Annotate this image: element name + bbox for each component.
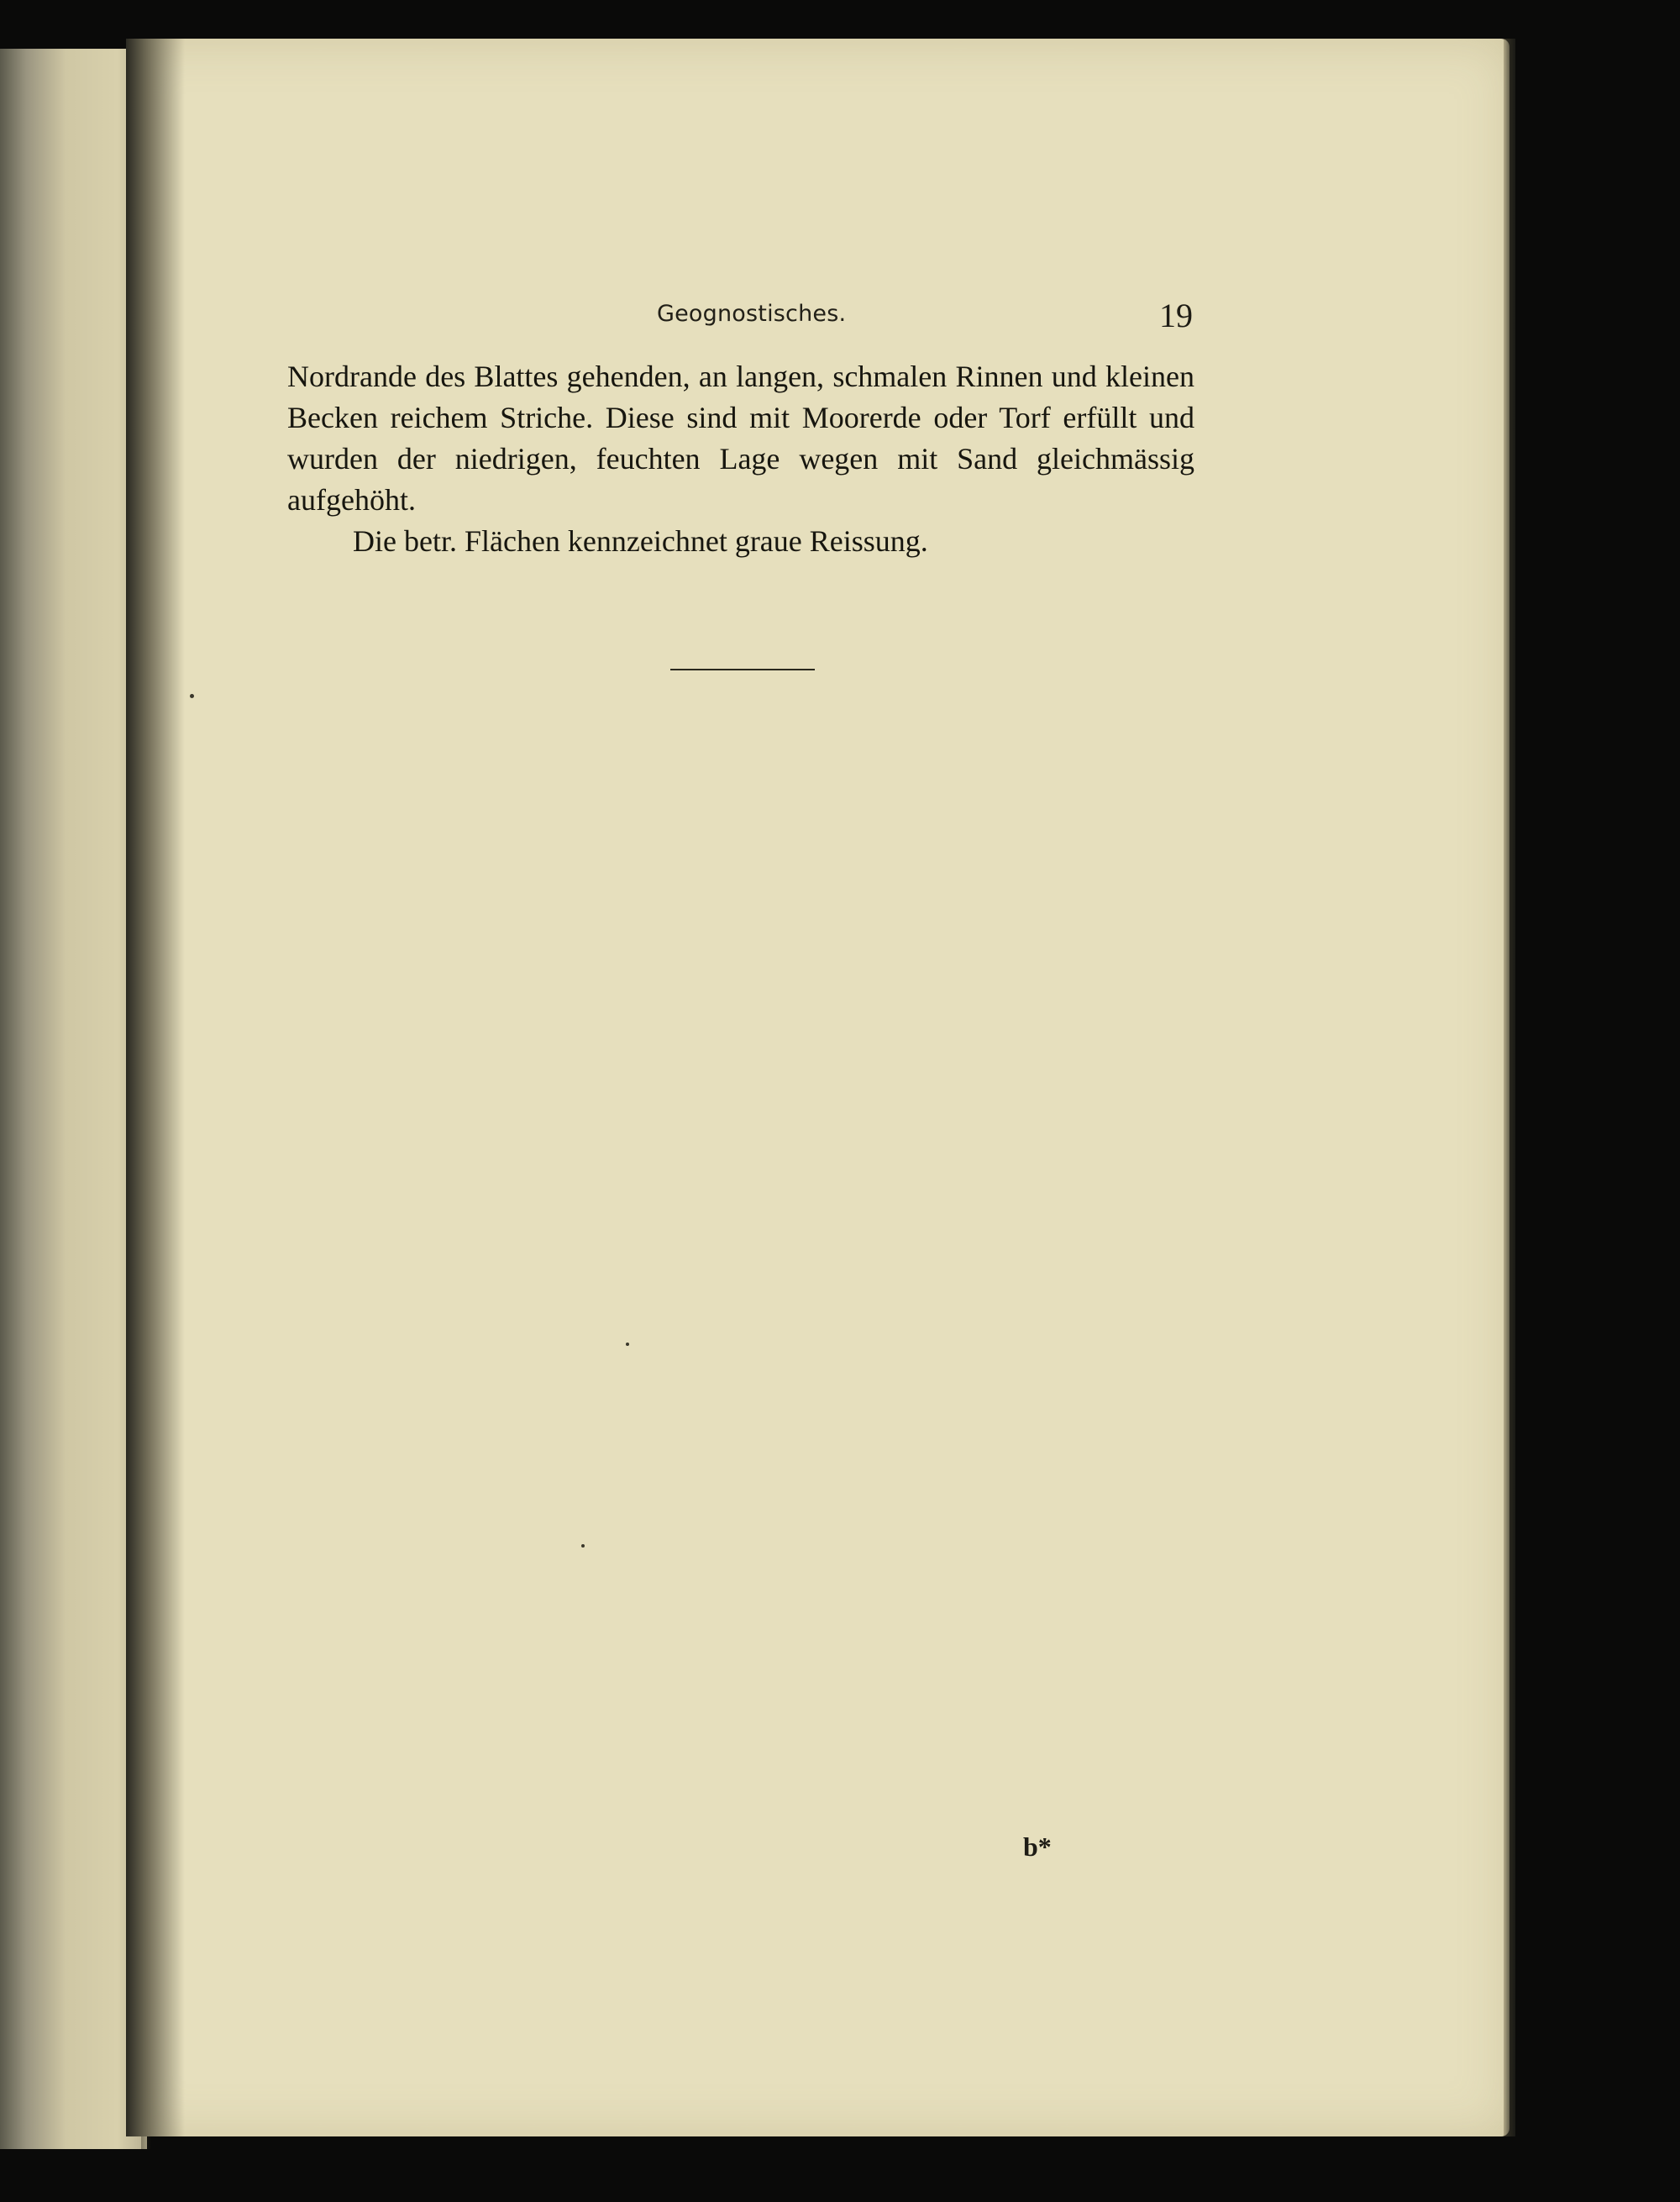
paragraph: Nordrande des Blattes gehenden, an langen, schmalen Rinnen und kleinen Becken reichem Striche. Diese sind mit Moorerde oder Torf erfüllt und wurden der niedrigen, feuchten Lage wegen mit Sand gleichmässig aufgehöht. — [287, 360, 1194, 517]
page-right-edge — [1504, 39, 1515, 2136]
book-page — [126, 39, 1509, 2136]
paper-speck — [190, 694, 194, 698]
section-divider-rule — [670, 669, 815, 670]
page-number: 19 — [1159, 297, 1193, 334]
paper-speck — [581, 1544, 585, 1548]
running-head — [286, 296, 1193, 333]
signature-mark: b* — [1023, 1831, 1052, 1862]
body-text — [287, 356, 1194, 562]
paragraph: Die betr. Flächen kennzeichnet graue Reissung. — [353, 524, 928, 558]
paper-speck — [626, 1343, 629, 1346]
page-gutter-shadow — [126, 39, 185, 2136]
previous-page-edge — [0, 49, 147, 2149]
running-title: Geognostisches. — [657, 301, 847, 327]
